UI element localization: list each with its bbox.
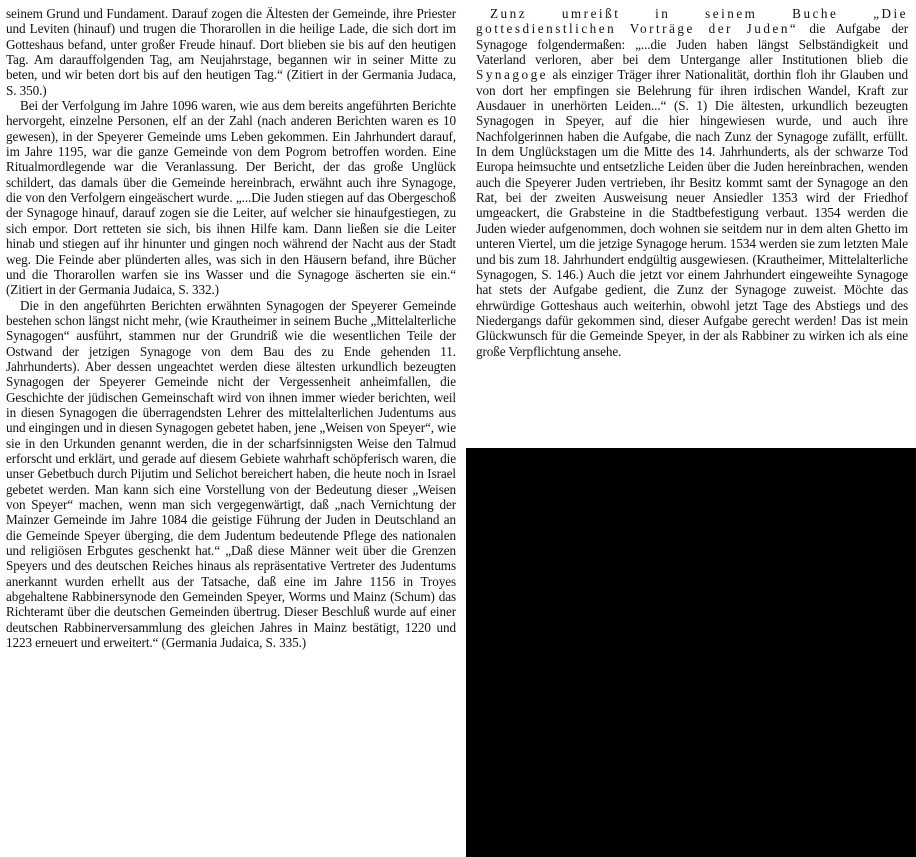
left-text-column bbox=[6, 6, 456, 650]
paragraph-2: Bei der Verfolgung im Jahre 1096 waren, wie aus dem bereits angeführten Berichte hervorgeht, einzelne Personen, elf an der Zahl (nach anderen Berichten waren es 10 gewesen), in der Speyerer Gemeinde ums Leben gekommen. Ein Jahrhundert darauf, im Jahre 1195, war die ganze Gemeinde von dem Pogrom betroffen worden. Eine Ritualmordlegende war die Veranlassung. Der Bericht, der das große Unglück schildert, das damals über die Gemeinde hereinbrach, erwähnt auch ihre Synagoge, die von den Verfolgern eingeäschert wurde. „...Die Juden stiegen auf das Obergeschoß der Synagoge hinauf, darauf zogen sie die Leiter, auf welcher sie hinaufgestiegen, zu sich empor. Dort retteten sie sich, bis ihnen Hilfe kam. Dann ließen sie die Leiter hinab und stiegen auf ihr hinunter und gingen noch während der Nacht aus der Stadt weg. Die Feinde aber plünderten alles, was sich in den Häusern befand, ihre Bücher und die Thorarollen warfen sie ins Wasser und die Synagoge äscherten sie ein.“ (Zitiert in der Germania Judaica, S. 332.) bbox=[6, 98, 456, 298]
paragraph-zunz-text: die Aufgabe der Synagoge folgendermaßen: „...die Juden haben längst Selbständigkeit und Vaterland verloren, aber bei dem Untergange aller Institutionen blieb die bbox=[476, 21, 909, 68]
paragraph-zunz bbox=[476, 6, 908, 359]
black-redaction-block bbox=[466, 448, 916, 857]
paragraph-3: Die in den angeführten Berichten erwähnten Synagogen der Speyerer Gemeinde bestehen schon längst nicht mehr, (wie Krautheimer in seinem Buche „Mittelalterliche Synagogen“ ausführt, stammen nur der Grundriß wie die wesentlichen Teile der Ostwand der jetzigen Synagoge von dem Bau des zu Ende gehenden 11. Jahrhunderts). Aber dessen ungeachtet werden diese ältesten urkundlich bezeugten Synagogen der Speyerer Gemeinde nicht der Vergessenheit anheimfallen, die Geschichte der jüdischen Gemeinschaft wird von ihnen immer wieder berichten, weil in diesen Synagogen die überragendsten Lehrer des mittelalterlichen Judentums aus und eingingen und in diesen Synagogen gebetet haben, jene „Weisen von Speyer“, wie sie in den Urkunden genannt werden, die in der scharfsinnigsten Weise den Talmud erforscht und erklärt, und gerade auf diesem Gebiete wahrhaft schöpferisch waren, die unser Gebetbuch durch Pijutim und Selichot bereichert haben, die heute noch in Israel gebetet werden. Man kann sich eine Vorstellung von der Bedeutung dieser „Weisen von Speyer“ machen, wenn man sich vergegenwärtigt, daß „nach Vernichtung der Mainzer Gemeinde im Jahre 1084 die geistige Führung der Juden in Deutschland an die Gemeinde Speyer überging, die dem Judentum bedeutende Pflege des nationalen und religiösen Erbgutes geschenkt hat.“ „Daß diese Männer weit über die Grenzen Speyers und des deutschen Reiches hinaus als repräsentative Vertreter des Judentums anerkannt wurden erhellt aus der Tatsache, daß eine im Jahre 1156 in Troyes abgehaltene Rabbinersynode den Gemeinden Speyer, Worms und Mainz (Schum) das Richteramt über die deutschen Gemeinden übertrug. Dieser Beschluß wurde auf einer deutschen Rabbinerversammlung des gleichen Jahres in Mainz bestätigt, 1220 und 1223 erneuert und erweitert.“ (Germania Judaica, S. 335.) bbox=[6, 297, 456, 651]
paragraph-1: seinem Grund und Fundament. Darauf zogen die Ältesten der Gemeinde, ihre Priester und Leviten (hinauf) und trugen die Thorarollen in die heilige Lade, die sich dort im Gotteshaus befand, unter großer Freude hinauf. Dort blieben sie bis auf den heutigen Tag. Am darauffolgenden Tag, am Neujahrstage, begannen wir in seiner Mitte zu beten, und wir beten dort bis auf den heutigen Tag.“ (Zitiert in der Germania Judaca, S. 350.) bbox=[6, 6, 456, 98]
synagoge-spaced-word: Synagoge bbox=[476, 67, 549, 83]
zunz-book-title: Zunz umreißt in seinem Buche „Die gottesdienstlichen Vorträge der Juden“ bbox=[476, 6, 908, 37]
right-text-column bbox=[476, 6, 908, 359]
paragraph-zunz-tail: als einziger Träger ihrer Nationalität, dorthin floh ihr Glauben und von dort her empfingen sie Belehrung für ihren irdischen Wandel, Kraft zur Ausdauer in unerhörten Leiden...“ (S. 1) Die ältesten, urkundlich bezeugten Synagogen in Speyer, auf die hier hingewiesen wurde, und auch ihre Nachfolgerinnen haben die Aufgabe, die nach Zunz der Synagoge zufällt, erfüllt. In dem Unglückstagen um die Mitte des 14. Jahrhunderts, als der schwarze Tod Europa heimsuchte und entsetzliche Leiden über die Juden hereinbrachen, wenden auch die Speyerer Juden vertrieben, ihr Besitz kommt samt der Synagoge an den Rat, bei der zweiten Ausweisung neuer Ansiedler 1353 wird der Friedhof umgeackert, die Grabsteine in die Stadtbefestigung verbaut. 1354 werden die Juden wieder aufgenommen, doch wohnen sie seitdem nur in dem alten Ghetto im unteren Viertel, um die jetzige Synagoge herum. 1534 werden sie zum letzten Male und bis zum 18. Jahrhundert endgültig ausgewiesen. (Krautheimer, Mittelalterliche Synagogen, S. 146.) Auch die jetzt vor einem Jahrhundert eingeweihte Synagoge hat stets der Aufgabe gedient, die Zunz der Synagoge zuweist. Möchte das ehrwürdige Gotteshaus auch weiterhin, obwohl jetzt Tage des Abstiegs und des Niedergangs dafür gekommen sind, dieser Aufgabe gerecht werden! Das ist mein Glückwunsch für die Gemeinde Speyer, in der als Rabbiner zu wirken ich als eine große Verpflichtung ansehe. bbox=[476, 67, 908, 359]
